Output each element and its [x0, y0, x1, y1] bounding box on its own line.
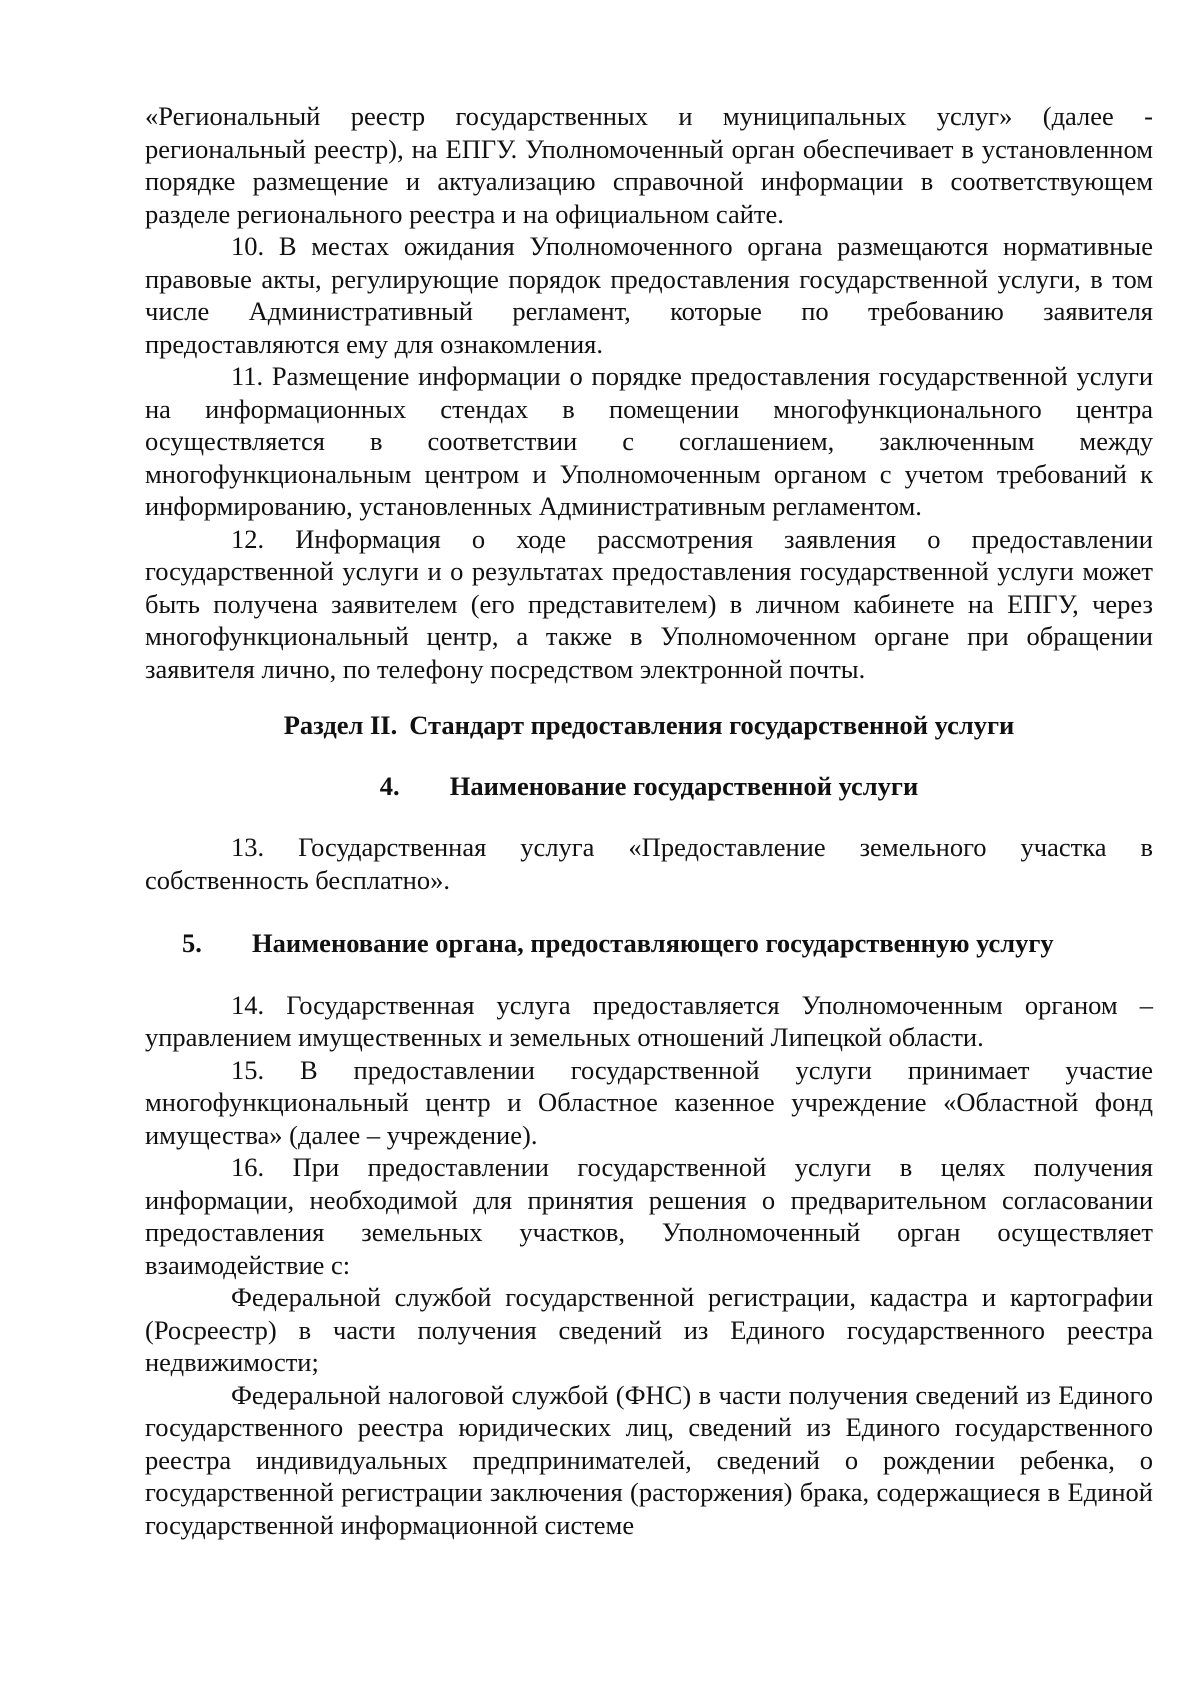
subsection-4-title: Наименование государственной услуги: [449, 770, 919, 801]
paragraph-16: 16. При предоставлении государственной услуги в целях получения информации, необходимой для принятия решения о предварительном согласовании предоставления земельных участков, Уполномоченный орган осуществляет взаимодействие с:: [145, 1152, 1153, 1280]
paragraph-11: 11. Размещение информации о порядке предоставления государственной услуги на информационных стендах в помещении многофункционального центра осуществляется в соответствии с соглашением, заключенным между многофункциональным центром и Уполномоченным органом с учетом требований к информированию, установленных Административным регламентом.: [145, 361, 1153, 521]
subsection-5-title: Наименование органа, предоставляющего государственную услугу: [252, 928, 1054, 958]
paragraph-13: 13. Государственная услуга «Предоставление земельного участка в собственность бесплатно».: [145, 832, 1153, 895]
paragraph-fns: Федеральной налоговой службой (ФНС) в части получения сведений из Единого государственного реестра юридических лиц, сведений из Единого государственного реестра индивидуальных предпринимателей, сведений о рождении ребенка, о государственной регистрации заключения (расторжения) брака, содержащиеся в Единой государственной информационной системе: [145, 1379, 1153, 1540]
document-page: [145, 100, 1153, 1541]
section-label: Раздел II.: [283, 710, 398, 740]
paragraph-registry: «Региональный реестр государственных и муниципальных услуг» (далее - региональный реестр), на ЕПГУ. Уполномоченный орган обеспечивает в установленном порядке размещение и актуализацию справочной информации в соответствующем разделе регионального реестра и на официальном сайте.: [145, 101, 1153, 229]
paragraph-12: 12. Информация о ходе рассмотрения заявления о предоставлении государственной услуги и о результатах предоставления государственной услуги может быть получена заявителем (его представителем) в личном кабинете на ЕПГУ, через многофункциональный центр, а также в Уполномоченном органе при обращении заявителя лично, по телефону посредством электронной почты.: [145, 523, 1153, 684]
paragraph-15: 15. В предоставлении государственной услуги принимает участие многофункциональный центр и Областное казенное учреждение «Областной фонд имущества» (далее – учреждение).: [145, 1054, 1153, 1150]
subsection-5-heading: [145, 896, 1153, 989]
subsection-5-number: 5.: [182, 928, 202, 958]
subsection-4-heading: [145, 770, 1153, 832]
section-heading: [145, 685, 1153, 770]
paragraph-10: 10. В местах ожидания Уполномоченного органа размещаются нормативные правовые акты, регулирующие порядок предоставления государственной услуги, в том числе Административный регламент, которые по требованию заявителя предоставляются ему для ознакомления.: [145, 231, 1153, 359]
paragraph-rosreestr: Федеральной службой государственной регистрации, кадастра и картографии (Росреестр) в части получения сведений из Единого государственного реестра недвижимости;: [145, 1282, 1153, 1377]
paragraph-14: 14. Государственная услуга предоставляется Уполномоченным органом – управлением имущественных и земельных отношений Липецкой области.: [145, 989, 1153, 1052]
subsection-4-number: 4.: [379, 770, 400, 801]
section-title: Стандарт предоставления государственной услуги: [409, 710, 1015, 740]
